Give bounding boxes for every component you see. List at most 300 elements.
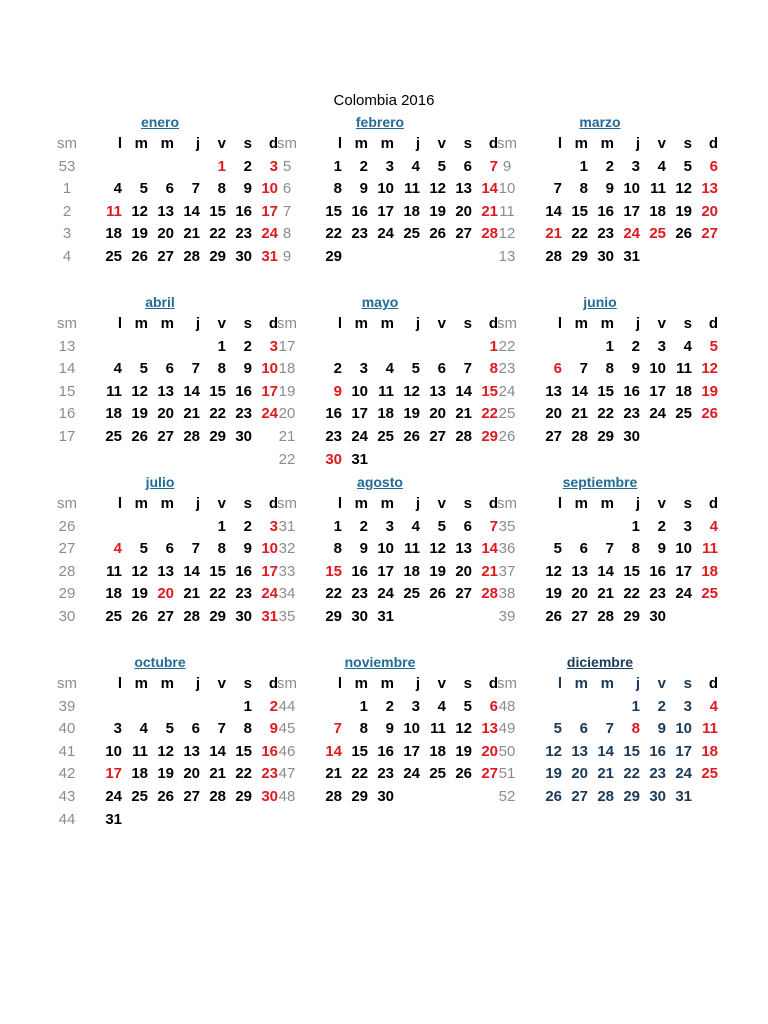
- day: 9: [657, 720, 666, 738]
- day-holiday: 11: [702, 540, 718, 558]
- day: 8: [333, 180, 342, 198]
- day: 9: [359, 180, 368, 198]
- weekday-header: s: [243, 135, 252, 152]
- day: 11: [404, 540, 420, 558]
- day: 15: [325, 202, 342, 220]
- day: 16: [597, 202, 614, 220]
- day-holiday: 21: [545, 225, 562, 243]
- day: 25: [429, 765, 446, 783]
- week-number: 47: [278, 765, 296, 783]
- day: 6: [165, 360, 174, 378]
- day: 12: [455, 720, 472, 738]
- day: 15: [623, 562, 640, 580]
- day: 26: [545, 788, 562, 805]
- day: 27: [571, 608, 588, 625]
- day: 16: [235, 562, 252, 580]
- weekday-header: d: [488, 495, 498, 512]
- weekday-header: d: [268, 495, 278, 512]
- day: 22: [623, 585, 640, 603]
- day: 12: [131, 202, 148, 220]
- month-name: marzo: [579, 114, 621, 130]
- day-holiday: 10: [261, 540, 278, 558]
- day: 16: [351, 562, 368, 580]
- week-number: 28: [58, 562, 76, 580]
- day: 21: [597, 585, 614, 603]
- day-holiday: 6: [489, 697, 498, 715]
- day: 15: [235, 742, 252, 760]
- day: 2: [657, 697, 666, 715]
- week-header: sm: [57, 315, 77, 332]
- day-holiday: 10: [261, 180, 278, 198]
- day: 10: [105, 742, 122, 760]
- week-number: 11: [499, 202, 515, 220]
- day: 21: [209, 765, 226, 783]
- weekday-header: j: [415, 495, 420, 512]
- day: 8: [217, 540, 226, 558]
- day-holiday: 3: [269, 337, 278, 355]
- day: 21: [183, 585, 200, 603]
- day-holiday: 3: [269, 517, 278, 535]
- day: 30: [649, 608, 666, 625]
- weekday-header: m: [160, 495, 174, 512]
- day-holiday: 9: [269, 720, 278, 738]
- weekday-header: d: [708, 495, 718, 512]
- day: 17: [675, 562, 692, 580]
- day: 20: [455, 202, 472, 220]
- day: 13: [455, 180, 472, 198]
- day: 7: [217, 720, 226, 738]
- day: 13: [157, 562, 174, 580]
- day: 25: [377, 428, 394, 445]
- day: 18: [649, 202, 666, 220]
- day: 3: [631, 157, 640, 175]
- weekday-header: j: [415, 675, 420, 692]
- day-holiday: 28: [481, 225, 498, 243]
- day: 2: [657, 517, 666, 535]
- day: 20: [545, 405, 562, 423]
- day: 22: [235, 765, 252, 783]
- day: 19: [131, 225, 148, 243]
- day: 29: [623, 608, 640, 625]
- day-holiday: 30: [325, 450, 342, 468]
- day: 11: [430, 720, 446, 738]
- week-number: 48: [498, 697, 516, 715]
- day: 23: [325, 428, 342, 445]
- day: 22: [209, 405, 226, 423]
- weekday-header: l: [557, 315, 562, 332]
- day: 1: [605, 337, 614, 355]
- week-number: 6: [282, 180, 292, 198]
- month-name: agosto: [357, 474, 403, 490]
- week-number: 17: [278, 337, 296, 355]
- week-number: 31: [278, 517, 296, 535]
- day-holiday: 31: [261, 248, 278, 265]
- day: 20: [455, 562, 472, 580]
- week-number: 22: [278, 450, 296, 468]
- day: 12: [131, 382, 148, 400]
- weekday-header: s: [463, 315, 472, 332]
- day: 3: [113, 720, 122, 738]
- day: 25: [105, 248, 122, 265]
- day: 22: [597, 405, 614, 423]
- weekday-header: m: [160, 315, 174, 332]
- day: 30: [597, 248, 614, 265]
- day: 15: [597, 382, 614, 400]
- weekday-header: m: [600, 495, 614, 512]
- weekday-header: m: [600, 135, 614, 152]
- weekday-header: l: [117, 135, 122, 152]
- day: 10: [377, 180, 394, 198]
- weekday-header: l: [557, 135, 562, 152]
- week-number: 52: [498, 788, 516, 805]
- day: 3: [385, 157, 394, 175]
- day: 1: [333, 157, 342, 175]
- day: 27: [183, 788, 200, 805]
- day: 16: [325, 405, 342, 423]
- weekday-header: l: [337, 135, 342, 152]
- day: 12: [429, 540, 446, 558]
- day: 28: [183, 248, 200, 265]
- weekday-header: s: [243, 675, 252, 692]
- day-holiday: 25: [701, 585, 718, 603]
- day: 9: [631, 360, 640, 378]
- weekday-header: d: [708, 675, 718, 692]
- day: 3: [359, 360, 368, 378]
- day: 4: [657, 157, 666, 175]
- month-name: abril: [145, 294, 175, 310]
- day: 23: [649, 585, 666, 603]
- day: 7: [605, 540, 614, 558]
- day: 5: [139, 180, 148, 198]
- day: 5: [437, 517, 446, 535]
- day: 27: [157, 248, 174, 265]
- day: 18: [105, 405, 122, 423]
- week-header: sm: [57, 135, 77, 152]
- day: 8: [579, 180, 588, 198]
- day: 5: [553, 720, 562, 738]
- week-number: 5: [282, 157, 292, 175]
- day: 7: [191, 360, 200, 378]
- weekday-header: m: [380, 675, 394, 692]
- day-holiday: 4: [113, 540, 122, 558]
- day-holiday: 3: [269, 157, 278, 175]
- day: 8: [359, 720, 368, 738]
- weekday-header: v: [657, 675, 666, 692]
- weekday-header: v: [217, 135, 226, 152]
- day-holiday: 7: [489, 517, 498, 535]
- day: 25: [403, 585, 420, 603]
- day: 22: [623, 765, 640, 783]
- day: 27: [455, 585, 472, 603]
- weekday-header: v: [657, 495, 666, 512]
- weekday-header: s: [243, 315, 252, 332]
- weekday-header: d: [708, 135, 718, 152]
- day: 9: [243, 360, 252, 378]
- day: 18: [377, 405, 394, 423]
- weekday-header: s: [683, 495, 692, 512]
- day: 12: [403, 382, 420, 400]
- day: 6: [165, 180, 174, 198]
- day: 14: [597, 562, 614, 580]
- day-holiday: 8: [489, 360, 498, 378]
- day-holiday: 24: [261, 225, 278, 243]
- day: 20: [157, 225, 174, 243]
- day: 10: [623, 180, 640, 198]
- day: 15: [209, 202, 226, 220]
- day: 22: [351, 765, 368, 783]
- day: 28: [597, 608, 614, 625]
- weekday-header: m: [134, 135, 148, 152]
- weekday-header: v: [217, 495, 226, 512]
- weekday-header: j: [415, 135, 420, 152]
- day: 27: [429, 428, 446, 445]
- day: 7: [191, 180, 200, 198]
- week-number: 43: [58, 788, 76, 805]
- day: 29: [325, 248, 342, 265]
- day: 26: [675, 225, 692, 243]
- weekday-header: l: [337, 675, 342, 692]
- day: 6: [579, 540, 588, 558]
- day: 27: [157, 608, 174, 625]
- day: 4: [411, 517, 420, 535]
- day: 28: [209, 788, 226, 805]
- week-header: sm: [277, 495, 297, 512]
- week-number: 26: [498, 428, 516, 445]
- day: 17: [403, 742, 420, 760]
- day-holiday: 8: [631, 720, 640, 738]
- week-number: 3: [62, 225, 72, 243]
- day-holiday: 17: [261, 382, 278, 400]
- day: 29: [571, 248, 588, 265]
- day: 11: [106, 382, 122, 400]
- day: 31: [623, 248, 640, 265]
- weekday-header: m: [354, 315, 368, 332]
- day: 18: [105, 585, 122, 603]
- day-holiday: 14: [481, 540, 498, 558]
- day: 30: [235, 428, 252, 445]
- day: 11: [106, 562, 122, 580]
- day: 20: [157, 405, 174, 423]
- day: 6: [579, 720, 588, 738]
- day: 20: [571, 585, 588, 603]
- day: 31: [105, 810, 122, 828]
- day-holiday: 30: [261, 788, 278, 805]
- day: 30: [235, 608, 252, 625]
- day: 19: [429, 562, 446, 580]
- week-number: 38: [498, 585, 516, 603]
- day: 2: [385, 697, 394, 715]
- day: 9: [243, 540, 252, 558]
- day: 11: [650, 180, 666, 198]
- day: 7: [191, 540, 200, 558]
- day: 27: [571, 788, 588, 805]
- day: 23: [377, 765, 394, 783]
- week-number: 24: [498, 382, 516, 400]
- day: 12: [545, 562, 562, 580]
- day: 5: [437, 157, 446, 175]
- day: 9: [605, 180, 614, 198]
- day: 28: [597, 788, 614, 805]
- day: 24: [649, 405, 666, 423]
- day: 18: [675, 382, 692, 400]
- day: 29: [351, 788, 368, 805]
- weekday-header: m: [380, 315, 394, 332]
- day-holiday: 25: [701, 765, 718, 783]
- day: 8: [243, 720, 252, 738]
- day: 10: [675, 540, 692, 558]
- weekday-header: l: [337, 315, 342, 332]
- week-number: 25: [498, 405, 516, 423]
- week-number: 1: [62, 180, 72, 198]
- day-holiday: 23: [261, 765, 278, 783]
- day: 18: [403, 202, 420, 220]
- weekday-header: s: [683, 315, 692, 332]
- week-header: sm: [277, 315, 297, 332]
- day: 15: [571, 202, 588, 220]
- month-name: enero: [140, 114, 180, 130]
- day: 5: [553, 540, 562, 558]
- day: 5: [139, 360, 148, 378]
- day: 10: [403, 720, 420, 738]
- day: 31: [675, 788, 692, 805]
- day: 2: [631, 337, 640, 355]
- week-number: 49: [498, 720, 516, 738]
- day-holiday: 5: [709, 337, 718, 355]
- day: 4: [113, 360, 122, 378]
- weekday-header: v: [437, 315, 446, 332]
- week-number: 36: [498, 540, 516, 558]
- day: 13: [545, 382, 562, 400]
- week-number: 40: [58, 720, 76, 738]
- day: 29: [209, 428, 226, 445]
- day: 2: [243, 517, 252, 535]
- day: 18: [131, 765, 148, 783]
- weekday-header: m: [574, 135, 588, 152]
- week-number: 15: [58, 382, 76, 400]
- weekday-header: m: [354, 675, 368, 692]
- day: 26: [545, 608, 562, 625]
- day: 8: [605, 360, 614, 378]
- day: 1: [333, 517, 342, 535]
- month-name: junio: [583, 294, 617, 310]
- day-holiday: 1: [217, 157, 226, 175]
- day: 1: [243, 697, 252, 715]
- day: 14: [597, 742, 614, 760]
- day: 9: [243, 180, 252, 198]
- day: 3: [385, 517, 394, 535]
- month-name: julio: [145, 474, 175, 490]
- weekday-header: m: [574, 315, 588, 332]
- day: 19: [403, 405, 420, 423]
- day: 10: [649, 360, 666, 378]
- day: 9: [657, 540, 666, 558]
- day: 6: [463, 517, 472, 535]
- day: 3: [683, 697, 692, 715]
- day: 11: [404, 180, 420, 198]
- day: 19: [157, 765, 174, 783]
- week-number: 26: [58, 517, 76, 535]
- weekday-header: d: [268, 135, 278, 152]
- weekday-header: j: [635, 315, 640, 332]
- day: 17: [351, 405, 368, 423]
- day: 25: [403, 225, 420, 243]
- day: 11: [676, 360, 692, 378]
- day: 1: [217, 517, 226, 535]
- day: 22: [209, 225, 226, 243]
- week-header: sm: [277, 135, 297, 152]
- day: 21: [597, 765, 614, 783]
- week-number: 4: [62, 248, 72, 265]
- day: 10: [351, 382, 368, 400]
- day: 13: [157, 382, 174, 400]
- day: 24: [377, 585, 394, 603]
- day: 13: [429, 382, 446, 400]
- day: 23: [351, 585, 368, 603]
- weekday-header: j: [635, 675, 640, 692]
- weekday-header: l: [117, 495, 122, 512]
- day: 30: [235, 248, 252, 265]
- day: 21: [183, 405, 200, 423]
- day: 13: [571, 742, 588, 760]
- week-number: 14: [58, 360, 76, 378]
- day: 1: [631, 517, 640, 535]
- day: 20: [183, 765, 200, 783]
- day: 19: [131, 585, 148, 603]
- week-number: 33: [278, 562, 296, 580]
- day: 14: [183, 202, 200, 220]
- day: 12: [131, 562, 148, 580]
- day-holiday: 26: [701, 405, 718, 423]
- day-holiday: 17: [261, 562, 278, 580]
- week-number: 30: [58, 608, 76, 625]
- day: 30: [649, 788, 666, 805]
- week-number: 18: [278, 360, 296, 378]
- day: 19: [131, 405, 148, 423]
- day: 25: [675, 405, 692, 423]
- day-holiday: 15: [481, 382, 498, 400]
- day-holiday: 19: [701, 382, 718, 400]
- week-number: 37: [498, 562, 516, 580]
- day-holiday: 17: [261, 202, 278, 220]
- day: 14: [545, 202, 562, 220]
- day: 24: [675, 765, 692, 783]
- week-number: 17: [58, 428, 76, 445]
- day: 20: [571, 765, 588, 783]
- day-holiday: 12: [701, 360, 718, 378]
- week-number: 8: [282, 225, 292, 243]
- day: 1: [359, 697, 368, 715]
- week-number: 44: [58, 810, 76, 828]
- weekday-header: m: [380, 135, 394, 152]
- day: 6: [191, 720, 200, 738]
- day: 26: [455, 765, 472, 783]
- day: 23: [351, 225, 368, 243]
- day: 4: [113, 180, 122, 198]
- day: 2: [359, 517, 368, 535]
- day: 2: [605, 157, 614, 175]
- day: 9: [385, 720, 394, 738]
- weekday-header: m: [134, 315, 148, 332]
- day-holiday: 24: [623, 225, 640, 243]
- day: 19: [675, 202, 692, 220]
- day: 15: [209, 382, 226, 400]
- day: 26: [157, 788, 174, 805]
- day: 4: [139, 720, 148, 738]
- day-holiday: 14: [481, 180, 498, 198]
- week-header: sm: [497, 135, 517, 152]
- weekday-header: j: [635, 495, 640, 512]
- day: 9: [359, 540, 368, 558]
